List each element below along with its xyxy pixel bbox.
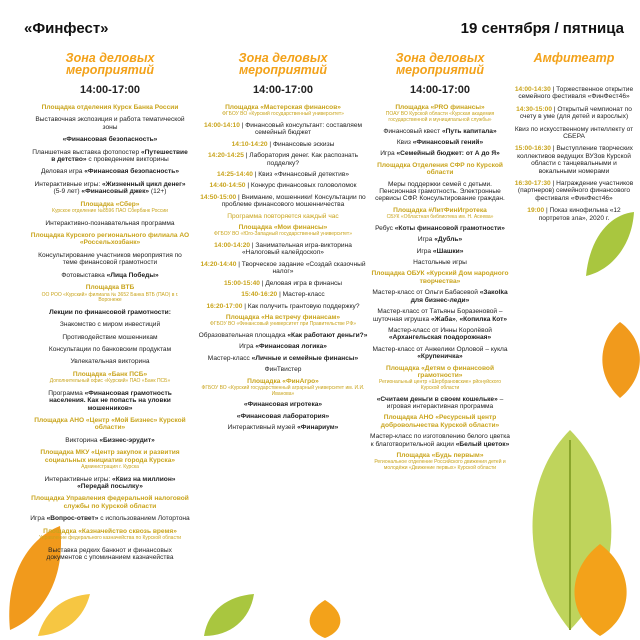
venue-title	[198, 378, 368, 398]
venue-name: Площадка «Детям о финансовой грамотности»	[385, 364, 495, 379]
event-item: Планшетная выставка фотопостер «Путешествие в детство» с проведением викторины	[32, 148, 188, 164]
event-time: 14:50-15:00	[200, 193, 237, 201]
venue-organizer: Управление федерального казначейства по Курской области	[38, 535, 182, 541]
event-time: 14:00-14:30	[514, 86, 551, 93]
venue-name: Площадка МКУ «Центр закупок и развития социальных инициатив города Курска»	[40, 449, 180, 464]
timed-event: 14:10-14:20 | Финансовые эскизы	[231, 140, 335, 148]
venue-organizer: Дополнительный офис «Курский» ПАО «Банк ПСБ»	[49, 378, 171, 385]
venue-title	[198, 314, 368, 328]
event-item: Интерактивно-познавательная программа	[45, 219, 175, 227]
timed-event: 15:00-16:30 | Выступление творческих коллективов ведущих ВУЗов Курской области с танцевальными и вокальными номерами	[515, 145, 633, 175]
event-time: 16:30-17:30	[514, 180, 551, 188]
event-item: Игра «Дубль»	[417, 236, 463, 244]
event-item: Настольные игры	[413, 259, 467, 267]
event-item: Квиз «Финансовый гений»	[396, 139, 484, 146]
venue-title	[370, 270, 510, 285]
timed-event: 14:50-15:00 | Внимание, мошенники! Консультации по проблеме финансового мошенничества	[200, 193, 366, 209]
timed-event: 16:20-17:00 | Как получить грантовую поддержку?	[206, 302, 360, 310]
venue-title	[198, 104, 368, 118]
venue-name: Площадка «ФинАгро»	[247, 377, 319, 385]
event-item: Знакомство с миром инвестиций	[59, 321, 161, 329]
event-time: 14:00-14:20	[214, 242, 251, 250]
venue-title	[370, 207, 510, 221]
event-item: Викторина «Бизнес-эрудит»	[65, 436, 155, 444]
zone-time: 14:00-17:00	[410, 84, 470, 96]
venue-name: Площадка #ЛитФинИгротека	[393, 206, 487, 214]
venue-name: Площадка «Сбер»	[80, 200, 140, 208]
event-item: Увлекательная викторина	[70, 358, 150, 366]
event-bold: «Финансовая лаборатория»	[236, 412, 330, 420]
timed-event: 14:20-14:25 | Лаборатория денег. Как распознать подделку?	[207, 152, 359, 167]
venue-organizer: ОО РОО «Курский» филиала № 3652 Банка ВТБ (ПАО) в г. Воронеже	[41, 291, 179, 304]
timed-event: 14:25-14:40 | Квиз «Финансовый детектив»	[216, 171, 350, 179]
event-item: Игра «Вопрос-ответ» с использованием Лотортона	[30, 515, 190, 523]
zone-title: Зона деловых мероприятий	[65, 51, 155, 77]
venue-title	[30, 104, 190, 111]
event-item: Игра «Шашки»	[416, 247, 464, 255]
venue-title	[30, 449, 190, 470]
venue-organizer: Курское отделение №8596 ПАО Сбербанк России	[52, 208, 168, 215]
event-item: Мастер-класс от Инны Королёвой «Архангельская поадорожная»	[388, 326, 492, 342]
event-time: 14:30-15:00	[516, 105, 553, 113]
venue-title	[370, 162, 510, 177]
venue-organizer: Региональное отделение Российского движения детей и молодёжи «Движение первых» Курской области	[374, 459, 506, 471]
venue-organizer: Администрация г. Курска	[81, 463, 139, 470]
venue-title	[370, 365, 510, 392]
venue-name: Площадка Курского регионального филиала АО «Россельхозбанк»	[30, 232, 190, 247]
venue-title	[370, 452, 510, 472]
venue-name: Площадка ОБУК «Курский Дом народного творчества»	[371, 270, 509, 285]
repeat-note: Программа повторяется каждый час	[227, 212, 339, 220]
event-item: Мастер-класс от Анжелики Орловой – кукла «Крупеничка»	[372, 345, 508, 361]
event-item: Интерактивный музей «Финариум»	[227, 423, 339, 431]
timed-event: 14:40-14:50 | Конкурс финансовых головоломок	[209, 182, 357, 190]
header	[0, 20, 640, 42]
event-time: 16:20-17:00	[206, 302, 243, 310]
zone-time: 14:00-17:00	[80, 84, 140, 96]
event-time: 14:20-14:25	[207, 152, 244, 160]
venue-organizer: Региональный центр «Шербрановские» рйонуйского Курской области	[378, 379, 502, 391]
venue-name: Площадка Управления федеральной налоговой службы по Курской области	[31, 495, 189, 510]
venue-name: Площадка отделения Курск Банка России	[41, 104, 179, 111]
event-item: Интерактивные игры: «Жизненный цикл денег» (5-9 лет) «Финансовый джек» (12+)	[34, 180, 186, 196]
venue-name: Площадка «На встречу финансам»	[225, 313, 341, 321]
event-item: Квиз по искусственному интеллекту от СБЕРА	[514, 125, 634, 141]
venue-title	[30, 528, 190, 542]
event-time: 15:40-16:20	[241, 291, 278, 299]
event-item: Образовательная площадка «Как работают деньги?»	[198, 331, 368, 339]
leaf-orange-right-icon	[590, 320, 640, 400]
venue-name: Площадка «Казначейство сквозь время»	[43, 527, 177, 535]
venue-organizer: ФГБОУ ВО «Финансовый университет при Правительстве РФ»	[209, 321, 357, 328]
event-bold: «Финансовая безопасность»	[62, 136, 158, 144]
event-item: Деловая игра «Финансовая безопасность»	[41, 168, 179, 176]
event-item: Мастер-класс по изготовлению белого цветка к благотворительной акции «Белый цветок»	[370, 433, 510, 448]
timed-event: 14:00-14:10 | Финансовый консультант: составляем семейный бюджет	[203, 122, 363, 137]
event-item: Меры поддержки семей с детьми. Пенсионная грамотность. Электронные сервисы СФР. Консультирование граждан.	[375, 180, 505, 203]
event-bold: Лекции по финансовой грамотности:	[49, 308, 171, 316]
event-item: Игра «Семейный бюджет: от А до Я»	[380, 150, 500, 158]
venue-name: Площадка АНО «Центр «Мой Бизнес» Курской области»	[34, 416, 186, 432]
venue-name: Площадка «Банк ПСБ»	[72, 370, 148, 378]
venue-title	[198, 224, 368, 238]
venue-organizer: ПОАУ ВО Курской области «Курская академия государственной и муниципальной службы»	[385, 111, 495, 123]
event-item: Выставочная экспозиция и работа тематической зоны	[35, 116, 185, 131]
timed-event: 15:00-15:40 | Деловая игра в финансы	[224, 279, 342, 287]
event-item: Выставка редких банкнот и финансовых документов с упоминанием казначейства	[46, 546, 174, 561]
leaf-green-bottom-mid-icon	[198, 590, 258, 640]
event-item: Консультирование участников мероприятия по теме финансовой грамотности	[38, 251, 182, 267]
leaf-orange-bottom-right-icon	[560, 540, 640, 640]
column-business-zone-3	[370, 48, 510, 476]
event-item: Мастер-класс от Татьяны Боразеновой – шуточная игрушка «Жаба», «Копилка Кот»	[373, 308, 507, 323]
event-item: Мастер-класс «Личные и семейные финансы»	[207, 354, 359, 362]
festival-title: «Финфест»	[24, 20, 109, 37]
venue-organizer: ФГБОУ ВО «Курский государственный аграрный университет им. И.И. Иванова»	[201, 384, 365, 397]
event-item: Ребус «Коты финансовой грамотности»	[375, 224, 505, 232]
zone-time: 14:00-17:00	[253, 84, 313, 96]
zone-title: Зона деловых мероприятий	[238, 51, 328, 77]
leaf-orange-bottom-mid-icon	[300, 598, 350, 640]
zone-title: Амфитеатр	[533, 51, 615, 65]
timed-event: 14:00-14:30 | Торжественное открытие семейного фестиваля «ФинФест46»	[514, 86, 634, 101]
venue-name: Площадка «Мастерская финансов»	[225, 104, 341, 111]
venue-title	[370, 414, 510, 429]
event-item: Консультации по банковским продуктам	[48, 345, 172, 353]
column-amphitheater	[512, 48, 636, 227]
event-item: Фотовыставка «Лица Победы»	[61, 271, 159, 279]
venue-name: Площадка ВТБ	[85, 284, 135, 292]
event-item: Финансовый квест «Путь капитала»	[383, 127, 497, 135]
venue-name: Площадка «Мои финансы»	[238, 224, 328, 232]
venue-organizer: СБУК «Областная библиотека им. Н. Асеева»	[386, 214, 494, 221]
venue-title	[30, 284, 190, 304]
event-time: 14:25-14:40	[216, 171, 253, 179]
venue-organizer: ФГБОУ ВО «Юго-Западный государственный университет»	[214, 231, 352, 238]
timed-event: 19:00 | Показ кинофильма «12 портретов зла», 2020 г.	[527, 207, 621, 222]
event-item: Программа «Финансовая грамотность населения. Как не попасть на уловки мошенников»	[48, 389, 172, 412]
event-item: Интерактивные игры: «Квиз на миллион» «Передай посылку»	[44, 475, 176, 490]
event-time: 14:00-14:10	[203, 122, 240, 129]
event-item: ФинТвистер	[264, 366, 302, 374]
venue-title	[30, 201, 190, 215]
event-item: Противодействие мошенникам	[62, 333, 158, 341]
column-business-zone-1	[30, 48, 190, 566]
venue-name: Площадка АНО «Ресурсный центр добровольчества Курской области»	[380, 414, 500, 429]
event-item: «Считаем деньги в своем кошельке» – игровая интерактивная программа	[376, 395, 504, 410]
venue-title	[30, 417, 190, 432]
event-item: Мастер-класс от Ольги Бабасевой «Закolka для бизнес-леди»	[372, 289, 508, 304]
zone-title: Зона деловых мероприятий	[395, 51, 485, 77]
event-time: 19:00	[527, 207, 545, 215]
timed-event: 14:00-14:20 | Занимательная игра-викторина «Налоговый калейдоскоп»	[214, 242, 352, 257]
venue-title	[30, 371, 190, 385]
venue-name: Площадка «Будь первым»	[396, 451, 484, 459]
timed-event: 16:30-17:30 | Награждение участников (партнеров) семейного финансового фестиваля «ФинФест46»	[514, 180, 634, 202]
event-date: 19 сентября / пятница	[460, 20, 624, 37]
event-time: 15:00-15:40	[224, 279, 260, 287]
venue-organizer: ФГБОУ ВО «Курский государственный университет»	[222, 111, 344, 118]
venue-title	[370, 104, 510, 124]
venue-title	[30, 232, 190, 247]
event-item: Игра «Финансовая логика»	[239, 343, 327, 351]
event-time: 15:00-16:30	[515, 145, 551, 153]
event-time: 14:40-14:50	[209, 182, 246, 190]
leaf-yellow-bottom-left-icon	[34, 590, 94, 640]
timed-event: 15:40-16:20 | Мастер-класс	[241, 291, 325, 299]
venue-name: Площадка Отделения СФР по Курской области	[377, 161, 503, 177]
event-time: 14:20-14:40	[200, 260, 237, 268]
event-bold: «Финансовая игротека»	[243, 401, 323, 409]
timed-event: 14:30-15:00 | Открытый чемпионат по счету в уме (для детей и взрослых)	[516, 105, 632, 121]
timed-event: 14:20-14:40 | Творческое задание «Создай сказочный налог»	[200, 260, 366, 276]
column-business-zone-2	[198, 48, 368, 435]
venue-title	[30, 495, 190, 510]
event-time: 14:10-14:20	[231, 140, 268, 148]
venue-name: Площадка «PRO финансы»	[395, 104, 485, 111]
